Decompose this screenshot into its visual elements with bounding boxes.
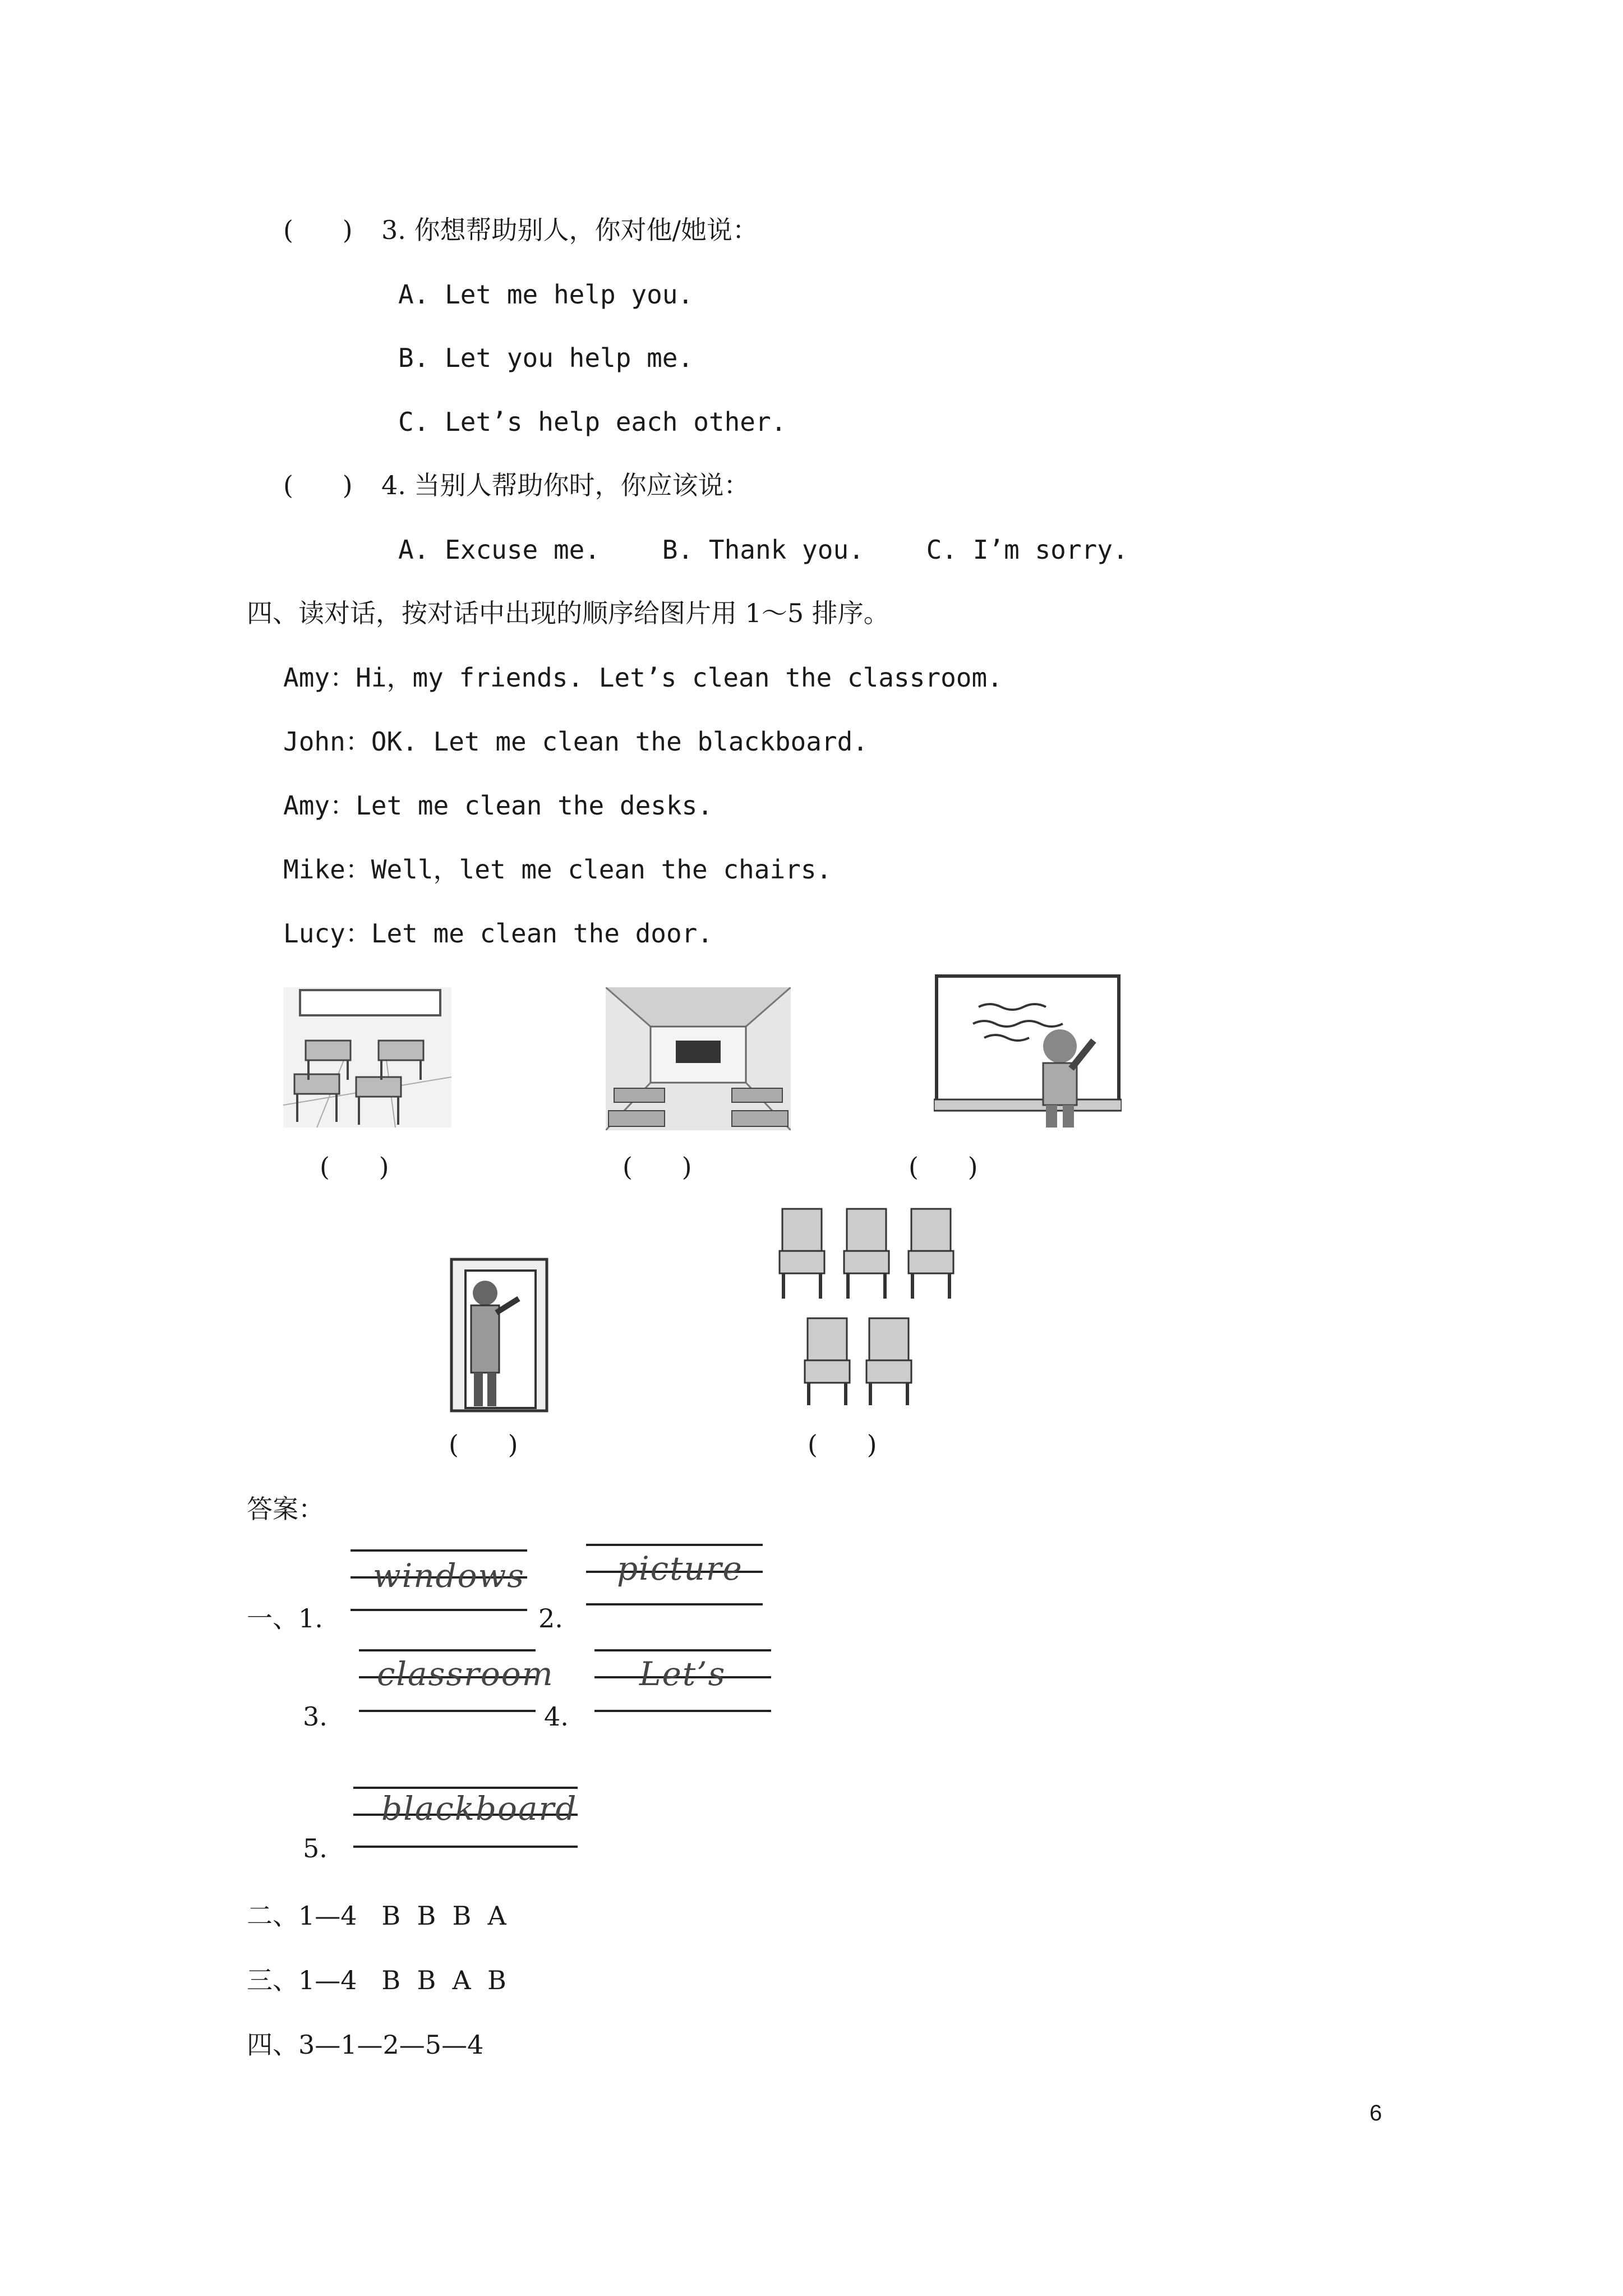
picture-chairs-blank[interactable]: ( ) bbox=[808, 1429, 877, 1460]
answer-5-word: blackboard bbox=[381, 1789, 578, 1828]
q3-option-b: B. Let you help me. bbox=[398, 343, 694, 373]
dialogue-line: Amy：Let me clean the desks. bbox=[283, 790, 713, 821]
answer-3-label: 3. bbox=[303, 1701, 328, 1732]
classroom-picture bbox=[606, 987, 791, 1130]
q3-answer-blank[interactable]: ( ) bbox=[283, 215, 353, 245]
q3-stem: 3. 你想帮助别人，你对他/她说： bbox=[381, 215, 759, 245]
answer-4-label: 4. bbox=[544, 1701, 569, 1732]
blackboard-picture bbox=[934, 973, 1122, 1130]
picture-classroom-blank[interactable]: ( ) bbox=[623, 1152, 692, 1182]
answer-1-word: windows bbox=[373, 1557, 525, 1595]
section4-title: 四、读对话，按对话中出现的顺序给图片用 1～5 排序。 bbox=[247, 598, 889, 628]
answer-section-3: 三、1—4 B B A B bbox=[247, 1965, 506, 1995]
picture-door-blank[interactable]: ( ) bbox=[449, 1429, 518, 1460]
q4-answer-blank[interactable]: ( ) bbox=[283, 470, 353, 500]
desks-picture bbox=[283, 987, 451, 1128]
page-number: 6 bbox=[1370, 2101, 1382, 2125]
q3-option-a: A. Let me help you. bbox=[398, 279, 694, 310]
answer-3-word: classroom bbox=[377, 1655, 554, 1693]
dialogue-line: Lucy：Let me clean the door. bbox=[283, 918, 713, 949]
dialogue-line: John：OK. Let me clean the blackboard. bbox=[283, 726, 868, 757]
chairs-picture bbox=[777, 1206, 976, 1408]
picture-desks-blank[interactable]: ( ) bbox=[320, 1152, 389, 1182]
picture-blackboard-blank[interactable]: ( ) bbox=[909, 1152, 978, 1182]
answer-5-label: 5. bbox=[303, 1833, 328, 1864]
answer-1-label: 一、1. bbox=[247, 1603, 323, 1634]
door-picture bbox=[435, 1254, 552, 1414]
q4-options: A. Excuse me. B. Thank you. C. I’m sorry. bbox=[398, 535, 1128, 565]
q3-option-c: C. Let’s help each other. bbox=[398, 407, 787, 437]
dialogue-line: Mike：Well，let me clean the chairs. bbox=[283, 854, 832, 885]
answers-heading: 答案： bbox=[247, 1494, 324, 1524]
dialogue-line: Amy：Hi，my friends. Let’s clean the classroom. bbox=[283, 662, 1003, 693]
q4-stem: 4. 当别人帮助你时，你应该说： bbox=[381, 470, 750, 500]
answer-section-4: 四、3—1—2—5—4 bbox=[247, 2030, 484, 2060]
answer-section-2: 二、1—4 B B B A bbox=[247, 1901, 506, 1931]
answer-2-label: 2. bbox=[538, 1603, 563, 1634]
answer-4-word: Let’s bbox=[639, 1655, 726, 1693]
answer-2-word: picture bbox=[617, 1549, 743, 1588]
